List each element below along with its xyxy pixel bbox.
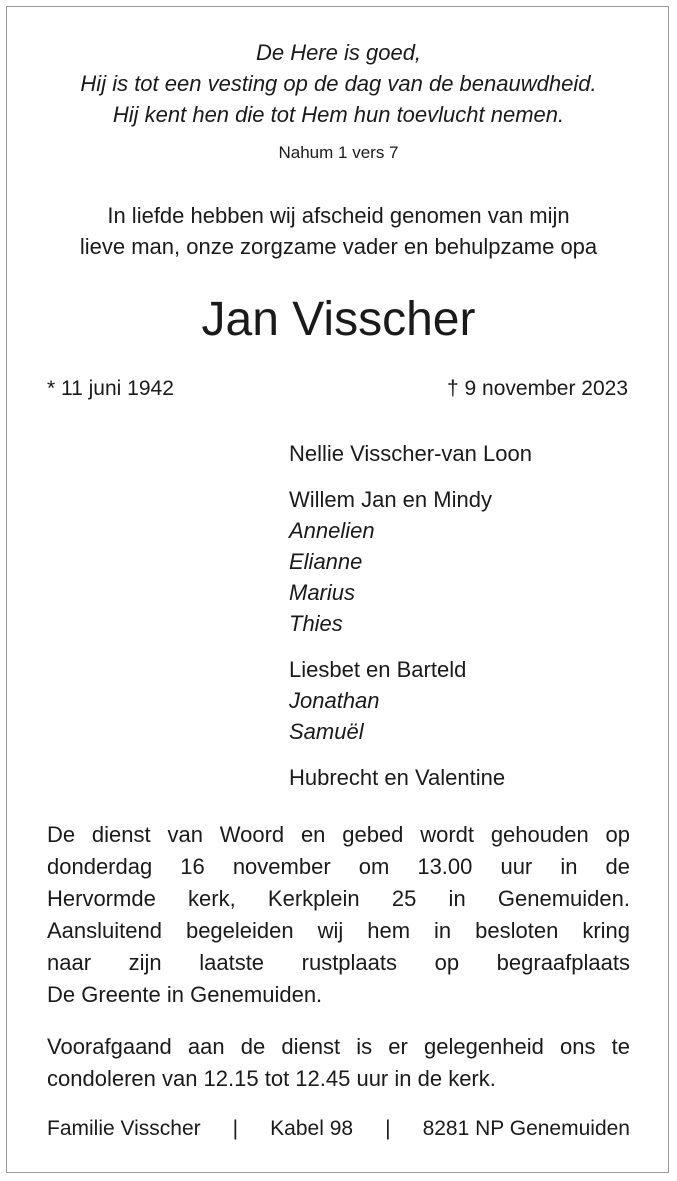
service-line: naar zijn laatste rustplaats op begraafplaats	[47, 950, 630, 975]
grandchild-name: Jonathan	[289, 688, 380, 713]
birth-date: * 11 juni 1942	[47, 377, 174, 400]
grandchild-name: Elianne	[289, 549, 363, 574]
grandchild-name: Marius	[289, 580, 356, 605]
child-family	[289, 484, 532, 639]
spouse-name: Nellie Visscher-van Loon	[289, 441, 532, 466]
service-line: Hervormde kerk, Kerkplein 25 in Genemuiden.	[47, 886, 630, 911]
postal-city: 8281 NP Genemuiden	[422, 1117, 630, 1140]
grandchild-name: Samuël	[289, 719, 364, 744]
service-details	[47, 819, 630, 1011]
service-line: De Greente in Genemuiden.	[47, 982, 323, 1007]
contact-address	[47, 1117, 630, 1141]
grandchild-name: Thies	[289, 611, 343, 636]
condolence-line: Voorafgaand aan de dienst is er gelegenheid ons te	[47, 1034, 630, 1059]
grandchild-name: Annelien	[289, 518, 375, 543]
spouse-group	[289, 438, 532, 469]
condolence-line: condoleren van 12.15 tot 12.45 uur in de kerk.	[47, 1066, 496, 1091]
relatives-list	[289, 438, 532, 808]
child-family	[289, 762, 532, 793]
deceased-name: Jan Visscher	[201, 293, 476, 346]
verse-line: Hij kent hen die tot Hem hun toevlucht nemen.	[112, 102, 565, 127]
verse-line: Hij is tot een vesting op de dag van de benauwdheid.	[80, 71, 597, 96]
child-name: Liesbet en Barteld	[289, 657, 467, 682]
child-name: Hubrecht en Valentine	[289, 765, 506, 790]
condolence-details	[47, 1031, 630, 1095]
bible-verse	[7, 37, 670, 130]
announcement-intro	[7, 200, 670, 262]
intro-line: In liefde hebben wij afscheid genomen van mijn	[107, 203, 570, 228]
service-line: De dienst van Woord en gebed wordt gehouden op	[47, 822, 630, 847]
street-address: Kabel 98	[270, 1117, 354, 1140]
service-line: donderdag 16 november om 13.00 uur in de	[47, 854, 630, 879]
death-date: † 9 november 2023	[447, 377, 628, 400]
obituary-card	[6, 6, 669, 1173]
child-name: Willem Jan en Mindy	[289, 487, 492, 512]
child-family	[289, 654, 532, 747]
intro-line: lieve man, onze zorgzame vader en behulpzame opa	[79, 234, 598, 259]
verse-reference: Nahum 1 vers 7	[278, 143, 399, 162]
family-name: Familie Visscher	[47, 1117, 201, 1140]
verse-line: De Here is goed,	[255, 40, 422, 65]
separator: |	[385, 1117, 391, 1140]
service-line: Aansluitend begeleiden wij hem in besloten kring	[47, 918, 630, 943]
separator: |	[232, 1117, 239, 1140]
